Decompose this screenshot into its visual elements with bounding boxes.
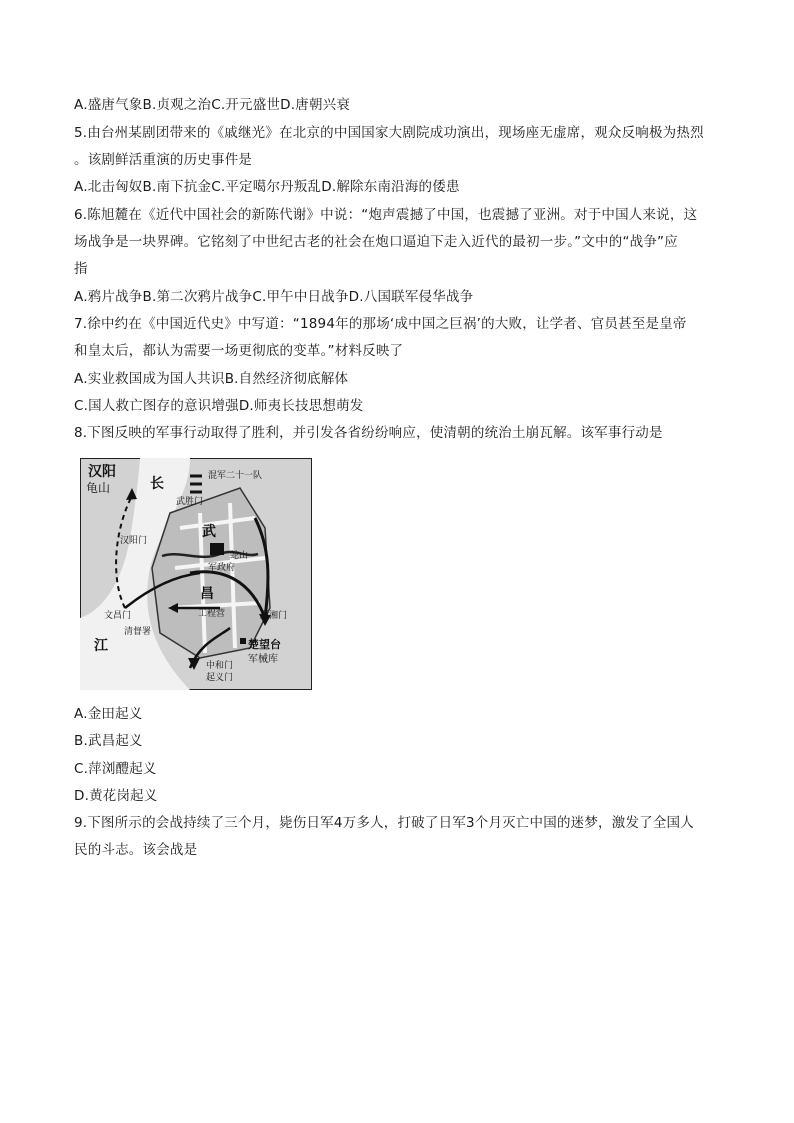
q9-stem-line-1: 9.下图所示的会战持续了三个月，毙伤日军4万多人，打破了日军3个月灭亡中国的迷梦，激发了全国人: [74, 815, 694, 831]
q8-option-d: D.黄花岗起义: [74, 788, 158, 804]
label-wushengmen: 武胜门: [176, 497, 204, 507]
junzhengfu-marker: [210, 543, 224, 555]
label-qiyimen: 起义门: [206, 673, 234, 683]
label-qingdushu: 清督署: [124, 627, 152, 637]
q8-option-c: C.萍浏醴起义: [74, 761, 157, 777]
label-hanyangmen: 汉阳门: [120, 536, 148, 546]
junxieku-marker: [240, 638, 246, 644]
q7-stem-line-2: 和皇太后，都认为需要一场更彻底的变革。”材料反映了: [74, 343, 404, 359]
label-guishan: 龟山: [86, 481, 111, 495]
label-junzhengfu: 军政府: [208, 563, 236, 573]
wuchang-uprising-map: [80, 458, 312, 690]
q7-options-ab: A.实业救国成为国人共识B.自然经济彻底解体: [74, 371, 349, 387]
q6-stem-line-2: 场战争是一块界碑。它铭刻了中世纪古老的社会在炮口逼迫下走入近代的最初一步。”文中的“战争”应: [74, 234, 678, 250]
q8-stem: 8.下图反映的军事行动取得了胜利，并引发各省纷纷响应，使清朝的统治土崩瓦解。该军事行动是: [74, 425, 663, 441]
map-figure: [80, 458, 312, 690]
q8-option-b: B.武昌起义: [74, 733, 143, 749]
label-zhonghemen: 中和门: [206, 661, 234, 671]
label-chang: 长: [150, 476, 164, 492]
label-chuwangtai: 楚望台: [248, 638, 281, 651]
label-jiang: 江: [94, 638, 108, 654]
q7-stem-line-1: 7.徐中约在《中国近代史》中写道：“1894年的那场‘成中国之巨祸’的大败，让学者、官员甚至是皇帝: [74, 316, 687, 332]
q5-stem-line-2: 。该剧鲜活重演的历史事件是: [74, 152, 253, 168]
label-wenchangmen: 文昌门: [104, 611, 132, 621]
label-hunjun: 混军二十一队: [208, 471, 263, 481]
q6-options: A.鸦片战争B.第二次鸦片战争C.甲午中日战争D.八国联军侵华战争: [74, 289, 474, 305]
q7-options-cd: C.国人救亡图存的意识增强D.师夷长技思想萌发: [74, 398, 364, 414]
label-wu: 武: [202, 524, 216, 540]
label-chang2: 昌: [200, 586, 214, 602]
q9-stem-line-2: 民的斗志。该会战是: [74, 842, 198, 858]
q4-options: A.盛唐气象B.贞观之治C.开元盛世D.唐朝兴衰: [74, 97, 351, 113]
q5-stem-line-1: 5.由台州某剧团带来的《戚继光》在北京的中国国家大剧院成功演出，现场座无虚席，观众反响极为热烈: [74, 125, 704, 141]
label-tongxiangmen: 通湘门: [260, 611, 288, 621]
label-junxieku: 军械库: [248, 654, 278, 665]
label-gongchengying: 工程营: [198, 609, 226, 619]
label-sheshan: 蛇山: [230, 551, 249, 561]
q6-stem-line-1: 6.陈旭麓在《近代中国社会的新陈代谢》中说：“炮声震撼了中国，也震撼了亚洲。对于中国人来说，这: [74, 207, 698, 223]
q8-option-a: A.金田起义: [74, 706, 143, 722]
q5-options: A.北击匈奴B.南下抗金C.平定噶尔丹叛乱D.解除东南沿海的倭患: [74, 179, 460, 195]
label-hanyang: 汉阳: [88, 464, 116, 480]
q6-stem-line-3: 指: [74, 261, 88, 277]
